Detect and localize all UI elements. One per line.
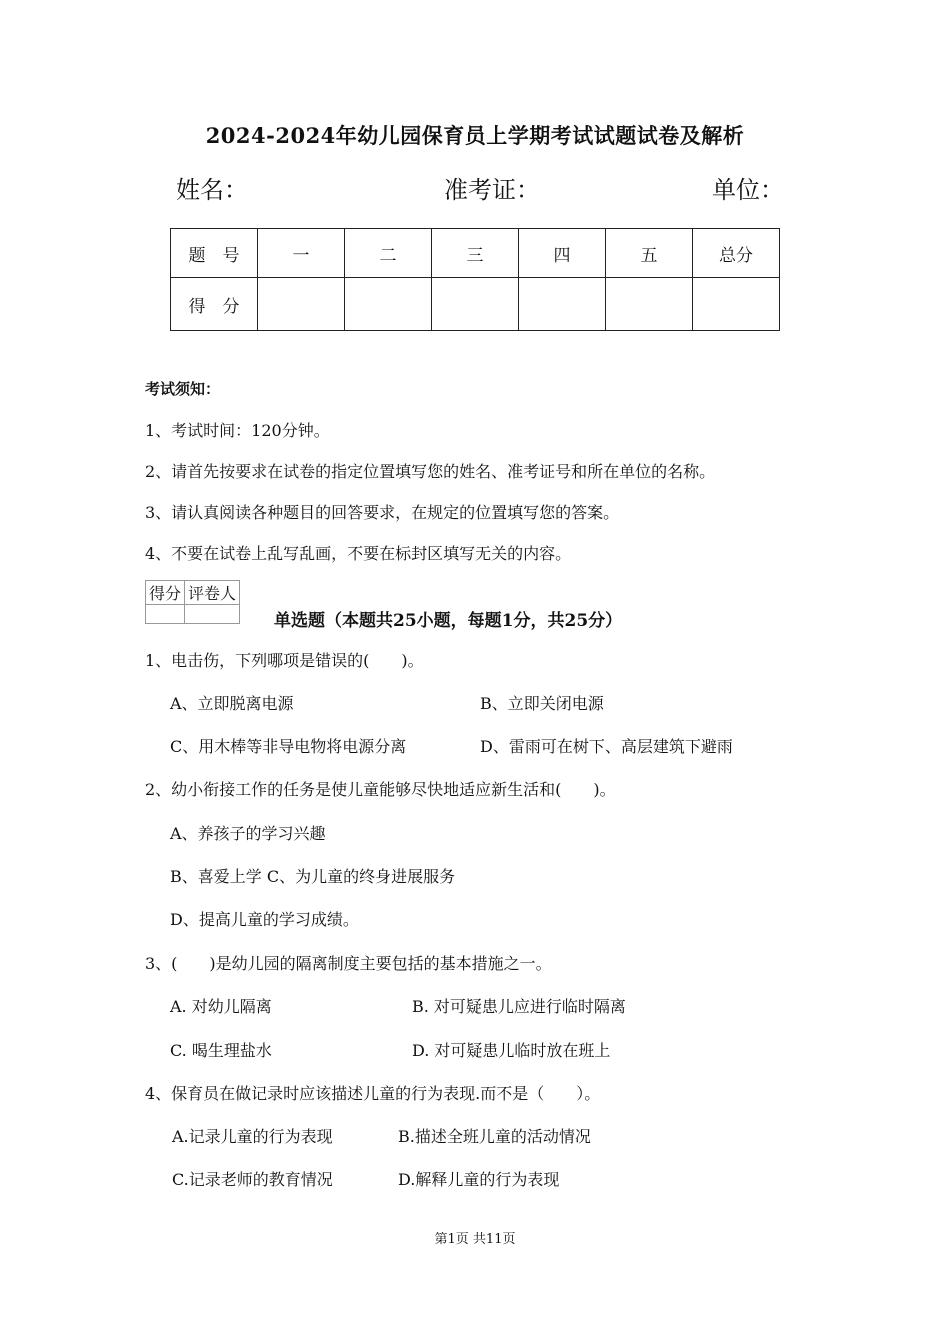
question-option: A、养孩子的学习兴趣 [170,824,326,843]
notice-item: 2、请首先按要求在试卷的指定位置填写您的姓名、准考证号和所在单位的名称。 [145,462,716,481]
question-stem: 1、电击伤，下列哪项是错误的( )。 [145,651,424,670]
score-table-score-row [171,278,780,331]
grader-box [145,580,240,624]
score-table-header: 一 [258,229,345,278]
question-option: B.描述全班儿童的活动情况 [398,1127,591,1146]
question-stem: 2、幼小衔接工作的任务是使儿童能够尽快地适应新生活和( )。 [145,780,616,799]
score-table-header: 总分 [693,229,780,278]
question-option: A、立即脱离电源 [170,694,294,713]
question-stem: 3、( )是幼儿园的隔离制度主要包括的基本措施之一。 [145,954,552,973]
score-table-header: 五 [606,229,693,278]
name-label: 姓名： [176,176,248,204]
grader-name-cell[interactable] [185,605,240,624]
question-option: C、用木棒等非导电物将电源分离 [170,737,407,756]
score-table-header-row [171,229,780,278]
score-cell[interactable] [345,278,432,331]
question-option: D、雷雨可在树下、高层建筑下避雨 [480,737,733,756]
grader-box-blank-row [146,605,240,624]
score-cell[interactable] [606,278,693,331]
section-title: 单选题（本题共25小题，每题1分，共25分） [274,611,623,631]
question-option: B、喜爱上学 C、为儿童的终身进展服务 [170,867,456,886]
exam-number-label: 准考证： [444,176,540,204]
score-row-label: 得 分 [171,278,258,331]
score-cell[interactable] [693,278,780,331]
notice-heading: 考试须知： [145,380,221,398]
question-option: A.记录儿童的行为表现 [172,1127,333,1146]
score-cell[interactable] [519,278,606,331]
score-table-header: 四 [519,229,606,278]
page-title: 2024-2024年幼儿园保育员上学期考试试题试卷及解析 [205,123,745,148]
grader-score-cell[interactable] [146,605,185,624]
question-option: C. 喝生理盐水 [170,1041,272,1060]
question-option: D. 对可疑患儿临时放在班上 [412,1041,611,1060]
question-option: D.解释儿童的行为表现 [398,1170,560,1189]
score-table [170,228,780,331]
grader-score-label: 得分 [146,581,185,605]
score-table-header: 二 [345,229,432,278]
score-cell[interactable] [432,278,519,331]
notice-item: 4、不要在试卷上乱写乱画，不要在标封区填写无关的内容。 [145,544,572,563]
question-option: A. 对幼儿隔离 [170,997,272,1016]
unit-label: 单位： [712,176,784,204]
notice-item: 3、请认真阅读各种题目的回答要求，在规定的位置填写您的答案。 [145,503,620,522]
question-option: B、立即关闭电源 [480,694,604,713]
grader-box-header-row [146,581,240,605]
score-cell[interactable] [258,278,345,331]
score-table-header: 题 号 [171,229,258,278]
notice-item: 1、考试时间：120分钟。 [145,421,330,440]
question-option: D、提高儿童的学习成绩。 [170,910,359,929]
question-stem: 4、保育员在做记录时应该描述儿童的行为表现.而不是（ ）。 [145,1084,601,1103]
score-table-header: 三 [432,229,519,278]
page-footer: 第1页 共11页 [434,1232,516,1247]
grader-name-label: 评卷人 [185,581,240,605]
question-option: C.记录老师的教育情况 [172,1170,333,1189]
question-option: B. 对可疑患儿应进行临时隔离 [412,997,626,1016]
